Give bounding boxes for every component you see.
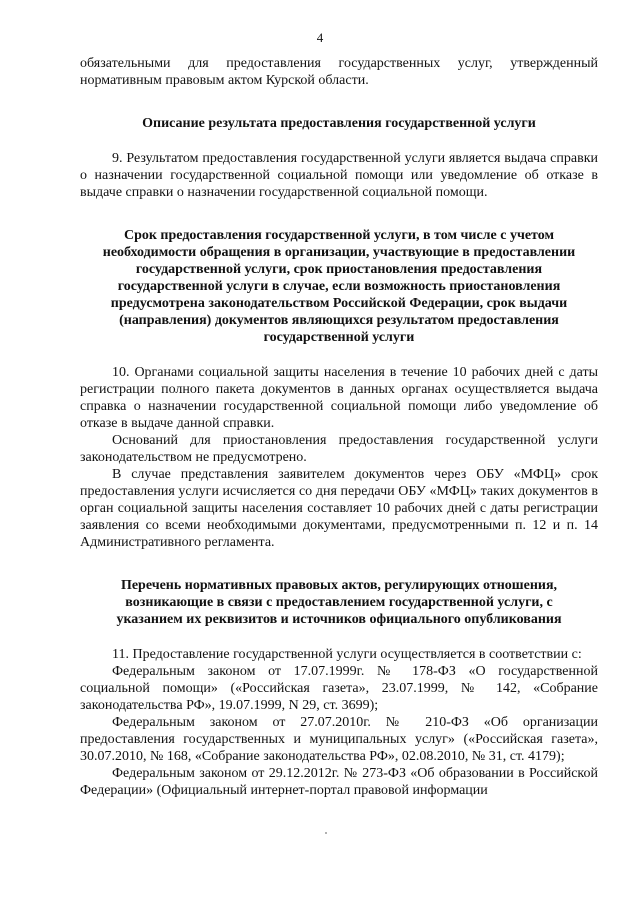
heading-term-line: необходимости обращения в организации, участвующие в предоставлении <box>102 245 576 260</box>
act-210-fz: Федеральным законом от 27.07.2010г. № 210-ФЗ «Об организации предоставления государственных и муниципальных услуг» («Российская газета», 30.07.2010, № 168, «Собрание законодательства РФ», 02.08.2010, № 31, ст. 4179); <box>80 715 598 764</box>
heading-acts-line: возникающие в связи с предоставлением государственной услуги, с <box>125 595 553 610</box>
page-number: 4 <box>316 30 324 45</box>
act-273-fz: Федеральным законом от 29.12.2012г. № 273-ФЗ «Об образовании в Российской Федерации» (Официальный интернет-портал правовой информации <box>80 766 598 798</box>
heading-result: Описание результата предоставления государственной услуги <box>142 116 536 131</box>
heading-acts-line: указанием их реквизитов и источников официального опубликования <box>116 612 562 627</box>
heading-term-line: государственной услуги <box>263 330 415 345</box>
continuation-paragraph: обязательными для предоставления государственных услуг, утвержденный нормативным правовым актом Курской области. <box>80 56 598 88</box>
page-content <box>80 55 598 799</box>
paragraph-10: 10. Органами социальной защиты населения в течение 10 рабочих дней с даты регистрации полного пакета документов в данных органах осуществляется выдача справка о назначении государственной социальной помощи либо уведомление об отказе в выдаче данной справки. <box>80 365 598 431</box>
paragraph-mfc: В случае представления заявителем документов через ОБУ «МФЦ» срок предоставления услуги исчисляется со дня передачи ОБУ «МФЦ» таких документов в орган социальной защиты населения составляет 10 рабочих дней с даты регистрации заявления со всеми необходимыми документами, предусмотренными п. 12 и п. 14 Административного регламента. <box>80 467 598 550</box>
heading-term-line: государственной услуги в случае, если возможность приостановления <box>117 279 561 294</box>
heading-term <box>80 227 598 346</box>
heading-acts <box>80 577 598 628</box>
act-178-fz: Федеральным законом от 17.07.1999г. № 178-ФЗ «О государственной социальной помощи» («Российская газета», 23.07.1999, № 142, «Собрание законодательства РФ», 19.07.1999, N 29, ст. 3699); <box>80 664 598 713</box>
paragraph-9: 9. Результатом предоставления государственной услуги является выдача справки о назначении государственной социальной помощи или уведомление об отказе в выдаче справки о назначении государственной социальной помощи. <box>80 151 598 200</box>
scan-dot <box>325 832 327 834</box>
heading-acts-line: Перечень нормативных правовых актов, регулирующих отношения, <box>120 578 558 593</box>
heading-term-line: Срок предоставления государственной услуги, в том числе с учетом <box>123 228 555 243</box>
heading-term-line: государственной услуги, срок приостановления предоставления <box>135 262 543 277</box>
heading-term-line: (направления) документов являющихся результатом предоставления <box>119 313 559 328</box>
paragraph-suspension: Оснований для приостановления предоставления государственной услуги законодательством не предусмотрено. <box>80 433 598 465</box>
paragraph-11: 11. Предоставление государственной услуги осуществляется в соответствии с: <box>112 647 582 662</box>
heading-term-line: предусмотрена законодательством Российской Федерации, срок выдачи <box>110 296 568 311</box>
